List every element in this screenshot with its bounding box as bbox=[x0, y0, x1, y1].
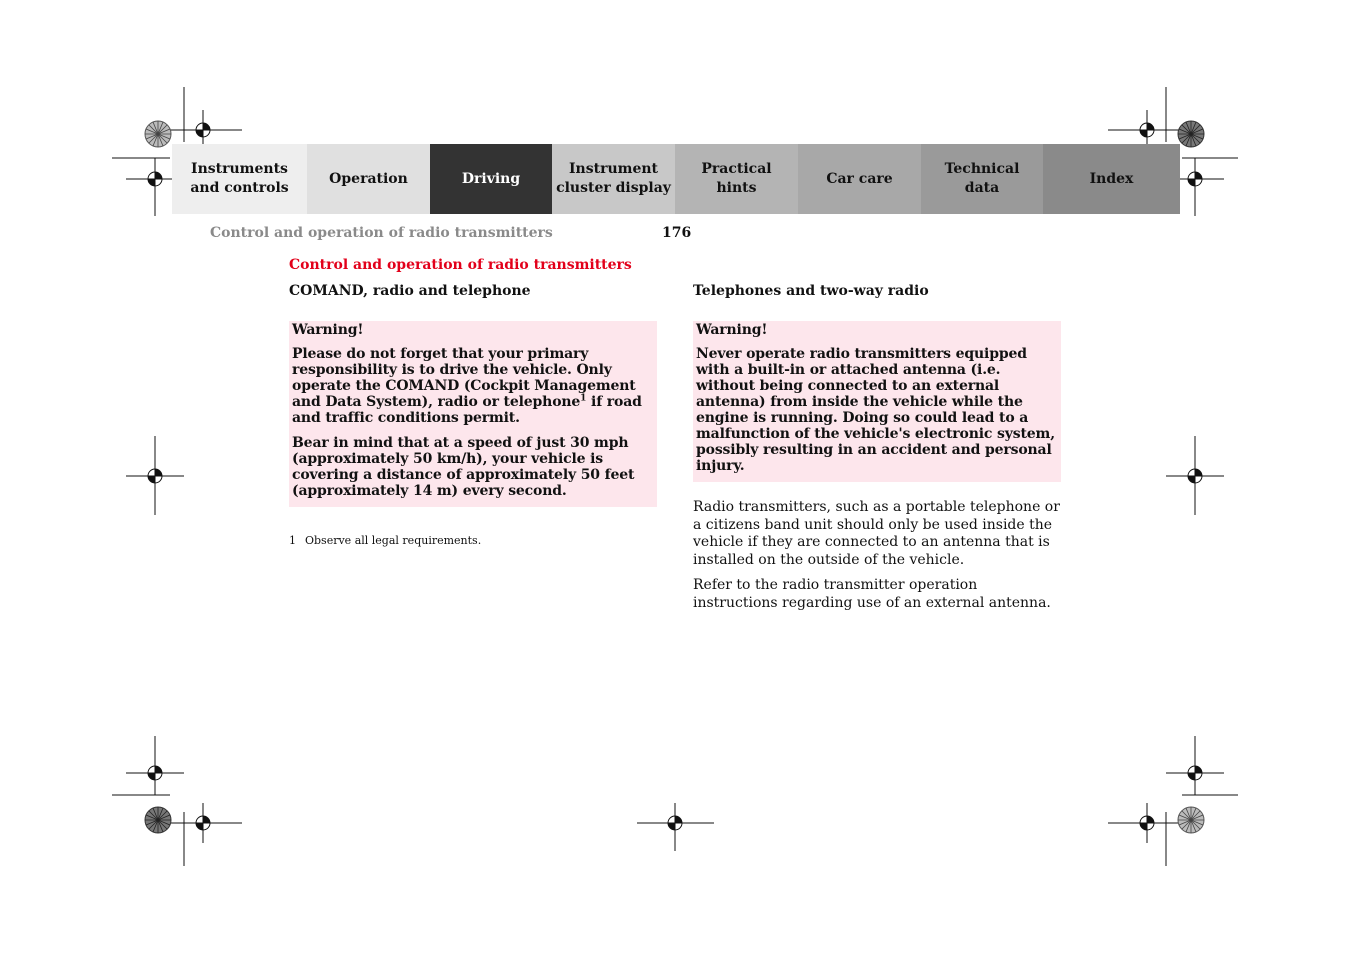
right-column bbox=[693, 283, 1061, 620]
warning-paragraph: Bear in mind that at a speed of just 30 mph (approximately 50 km/h), your vehicle is covering a distance of approximately 50 feet (approximately 14 m) every second. bbox=[292, 435, 635, 499]
warning-paragraph: Please do not forget that your primary responsibility is to drive the vehicle. Only operate the COMAND (Cockpit Management and Data System), radio or telephone$^1$ if road and traffic conditions permit. bbox=[292, 346, 642, 426]
tab-operation[interactable]: Operation bbox=[307, 144, 430, 214]
left-subhead: COMAND, radio and telephone bbox=[289, 283, 531, 299]
tab-instrument-cluster-display[interactable]: Instrument cluster display bbox=[552, 144, 675, 214]
right-warning-box bbox=[693, 321, 1061, 482]
tab-technical-data[interactable]: Technical data bbox=[921, 144, 1043, 214]
right-subhead: Telephones and two-way radio bbox=[693, 283, 929, 299]
section-title: Control and operation of radio transmitters bbox=[289, 257, 632, 273]
footnote bbox=[289, 534, 657, 548]
tab-practical-hints[interactable]: Practical hints bbox=[675, 144, 798, 214]
left-warning-box bbox=[289, 321, 657, 507]
left-column bbox=[289, 283, 657, 548]
tab-driving[interactable]: Driving bbox=[430, 144, 552, 214]
tab-car-care[interactable]: Car care bbox=[798, 144, 921, 214]
footnote-text: Observe all legal requirements. bbox=[305, 534, 482, 547]
chapter-navigation bbox=[172, 144, 1180, 214]
running-head: Control and operation of radio transmitters bbox=[210, 225, 553, 241]
tab-index[interactable]: Index bbox=[1043, 144, 1180, 214]
body-paragraph: Radio transmitters, such as a portable telephone or a citizens band unit should only be used inside the vehicle if they are connected to an antenna that is installed on the outside of the vehicle. bbox=[693, 499, 1060, 568]
footnote-number: 1 bbox=[289, 534, 296, 547]
warning-paragraph: Never operate radio transmitters equipped with a built-in or attached antenna (i.e. without being connected to an external antenna) from inside the vehicle while the engine is running. Doing so could lead to a malfunction of the vehicle's electronic system, possibly resulting in an accident and personal injury. bbox=[696, 346, 1055, 474]
tab-instruments-and-controls[interactable]: Instruments and controls bbox=[172, 144, 307, 214]
footnote-reference[interactable]: 1 bbox=[580, 393, 587, 404]
body-paragraph: Refer to the radio transmitter operation instructions regarding use of an external antenna. bbox=[693, 577, 1051, 611]
warning-title: Warning! bbox=[696, 322, 768, 338]
warning-title: Warning! bbox=[292, 322, 364, 338]
right-body-text bbox=[693, 499, 1061, 612]
page-number: 176 bbox=[662, 225, 692, 241]
